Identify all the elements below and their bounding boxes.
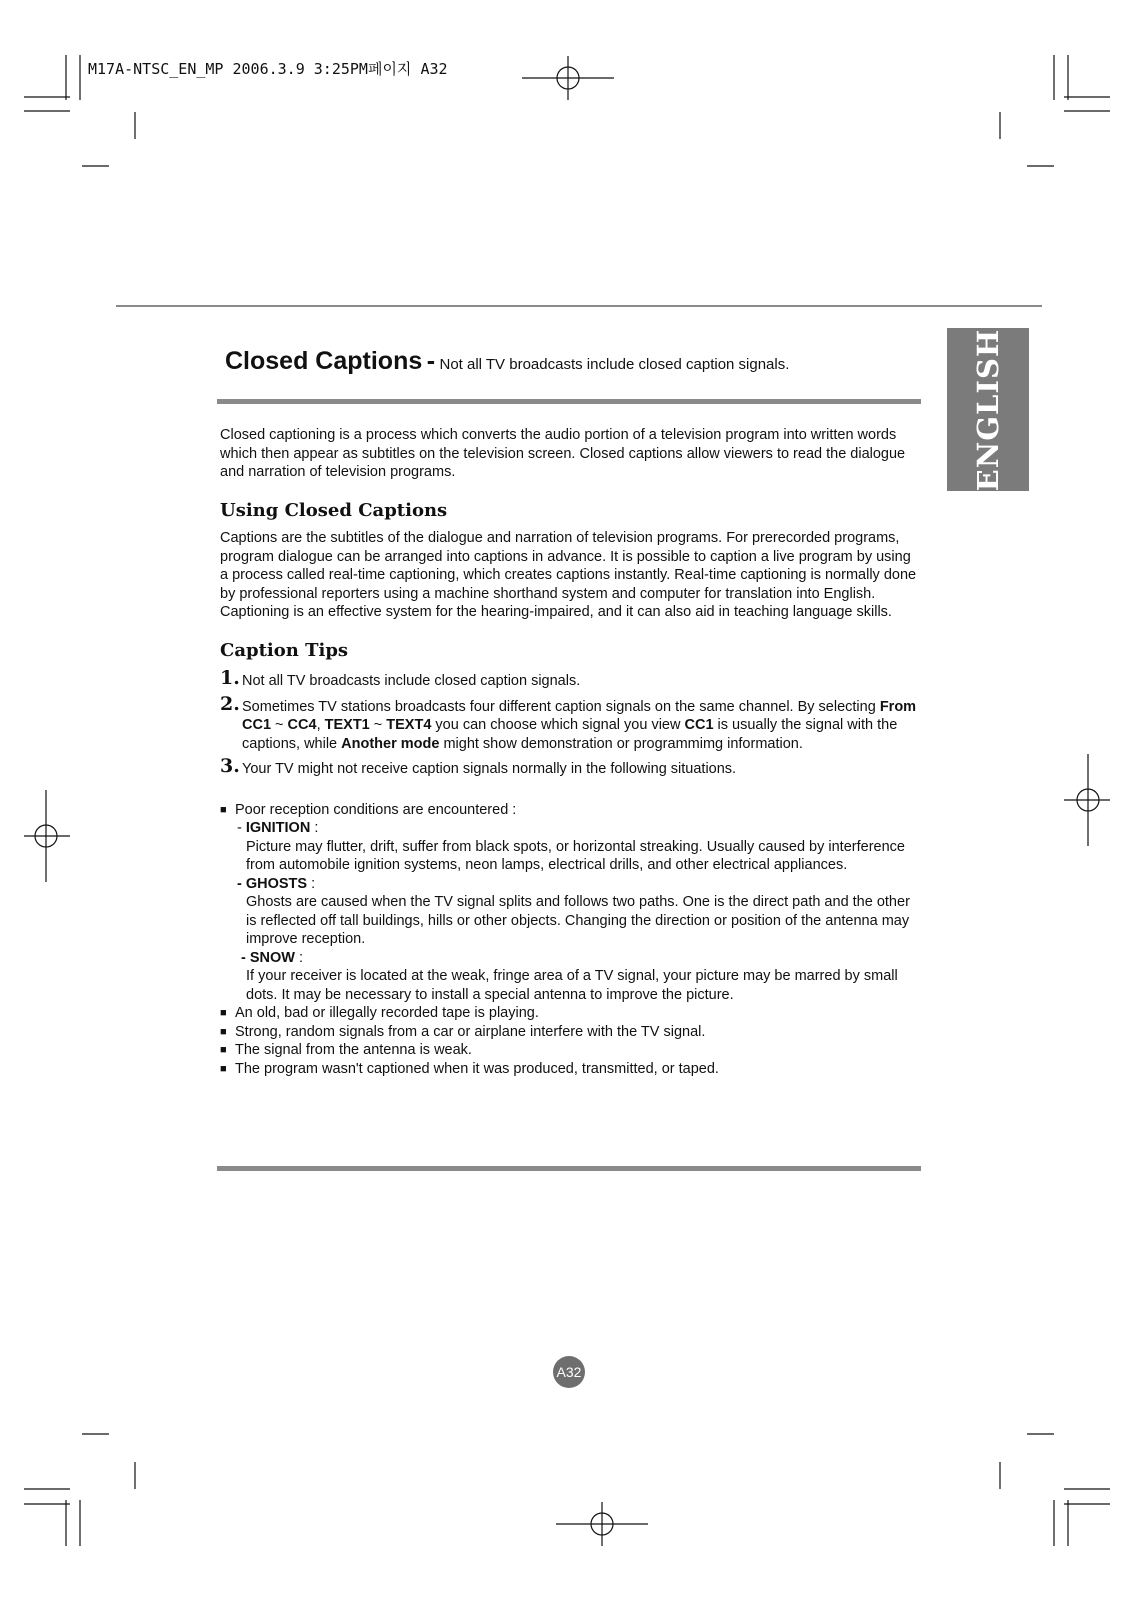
list-item: [220, 1004, 920, 1023]
tip-text: ~: [369, 717, 387, 733]
tip-bold: CC1: [684, 717, 714, 733]
tip-text: might show demonstration or programmimg information.: [439, 735, 803, 752]
ghosts-heading: - GHOSTS :: [237, 875, 316, 892]
print-slug: M17A-NTSC_EN_MP 2006.3.9 3:25PM페이지 A32: [88, 60, 448, 78]
language-tab: [947, 328, 1029, 491]
square-bullet-icon: ■: [220, 1044, 227, 1056]
list-item: [220, 801, 920, 820]
ghosts-text: Ghosts are caused when the TV signal splits and follows two paths. One is the direct path and the other is reflected off tall buildings, hills or other objects. Changing the direction or position of the antenna may improve reception.: [246, 894, 910, 947]
square-bullet-icon: ■: [220, 1025, 227, 1038]
list-item: [220, 1041, 920, 1060]
title-underline-bar: [217, 399, 921, 404]
tip-text: Sometimes TV stations broadcasts four different caption signals on the same channel. By selecting: [242, 698, 880, 715]
ignition-text: Picture may flutter, drift, suffer from black spots, or horizontal streaking. Usually caused by interference from automobile ignition systems, neon lamps, electrical drills, and other electrical appliances.: [246, 838, 905, 873]
square-bullet-icon: ■: [220, 1062, 227, 1075]
tip-number: 3.: [220, 755, 240, 777]
bullet-text: Poor reception conditions are encountered :: [235, 801, 517, 818]
tip-item: [220, 692, 920, 754]
bottom-bar: [217, 1166, 921, 1171]
bullet-text: An old, bad or illegally recorded tape is playing.: [235, 1005, 539, 1021]
tip-bold: TEXT4: [386, 717, 432, 733]
using-paragraph-2: Captioning is an effective system for the hearing-impaired, and it can also aid in teaching language skills.: [220, 604, 892, 620]
main-content: [220, 426, 920, 1078]
tip-text: ~: [271, 717, 288, 733]
tip-text: Not all TV broadcasts include closed caption signals.: [242, 673, 581, 689]
top-rule: [116, 305, 1042, 307]
bullet-text: The signal from the antenna is weak.: [235, 1042, 472, 1058]
ignition-heading: - IGNITION :: [237, 820, 319, 836]
tip-number: 1.: [220, 667, 240, 689]
tips-heading: Caption Tips: [220, 639, 349, 661]
tip-text: ,: [316, 717, 325, 733]
tip-number: 2.: [220, 692, 240, 715]
list-item: [220, 1060, 920, 1079]
language-tab-label: ENGLISH: [971, 328, 1005, 491]
tip-text: is usually the signal with the captions, while: [242, 717, 898, 752]
using-paragraph-1: Captions are the subtitles of the dialogue and narration of television programs. For prerecorded programs, program dialogue can be arranged into captions in advance. It is possible to caption a live program by using a process called real-time captioning, which creates captions instantly. Real-time captioning is normally done by professional reporters using a machine shorthand system and computer for translation into English.: [220, 530, 917, 602]
title-dash: -: [426, 347, 436, 375]
tip-text: Your TV might not receive caption signals normally in the following situations.: [242, 761, 737, 777]
tip-bold: TEXT1: [324, 717, 370, 733]
page-title-row: [225, 347, 789, 376]
tip-item: [220, 755, 920, 779]
page-number-badge: A32: [553, 1356, 585, 1388]
square-bullet-icon: ■: [220, 1007, 227, 1019]
page-title: Closed Captions: [225, 347, 423, 375]
bullet-text: The program wasn't captioned when it was produced, transmitted, or taped.: [235, 1060, 719, 1077]
bullet-text: Strong, random signals from a car or airplane interfere with the TV signal.: [235, 1023, 706, 1040]
tip-text: you can choose which signal you view: [431, 717, 685, 733]
square-bullet-icon: ■: [220, 803, 227, 816]
using-heading: Using Closed Captions: [220, 499, 448, 521]
snow-text: If your receiver is located at the weak, fringe area of a TV signal, your picture may be marred by small dots. It may be necessary to install a special antenna to improve the picture.: [246, 968, 898, 1003]
tip-bold: From CC1: [242, 698, 917, 733]
tip-bold: Another mode: [341, 735, 440, 752]
page-subtitle: Not all TV broadcasts include closed caption signals.: [439, 356, 790, 373]
list-item: [220, 1023, 920, 1042]
tip-item: [220, 667, 920, 691]
intro-paragraph: Closed captioning is a process which converts the audio portion of a television program into written words which then appear as subtitles on the television screen. Closed captions allow viewers to read the dialogue and narration of television programs.: [220, 427, 906, 480]
tip-bold: CC4: [287, 717, 317, 733]
snow-heading: - SNOW :: [241, 949, 304, 966]
